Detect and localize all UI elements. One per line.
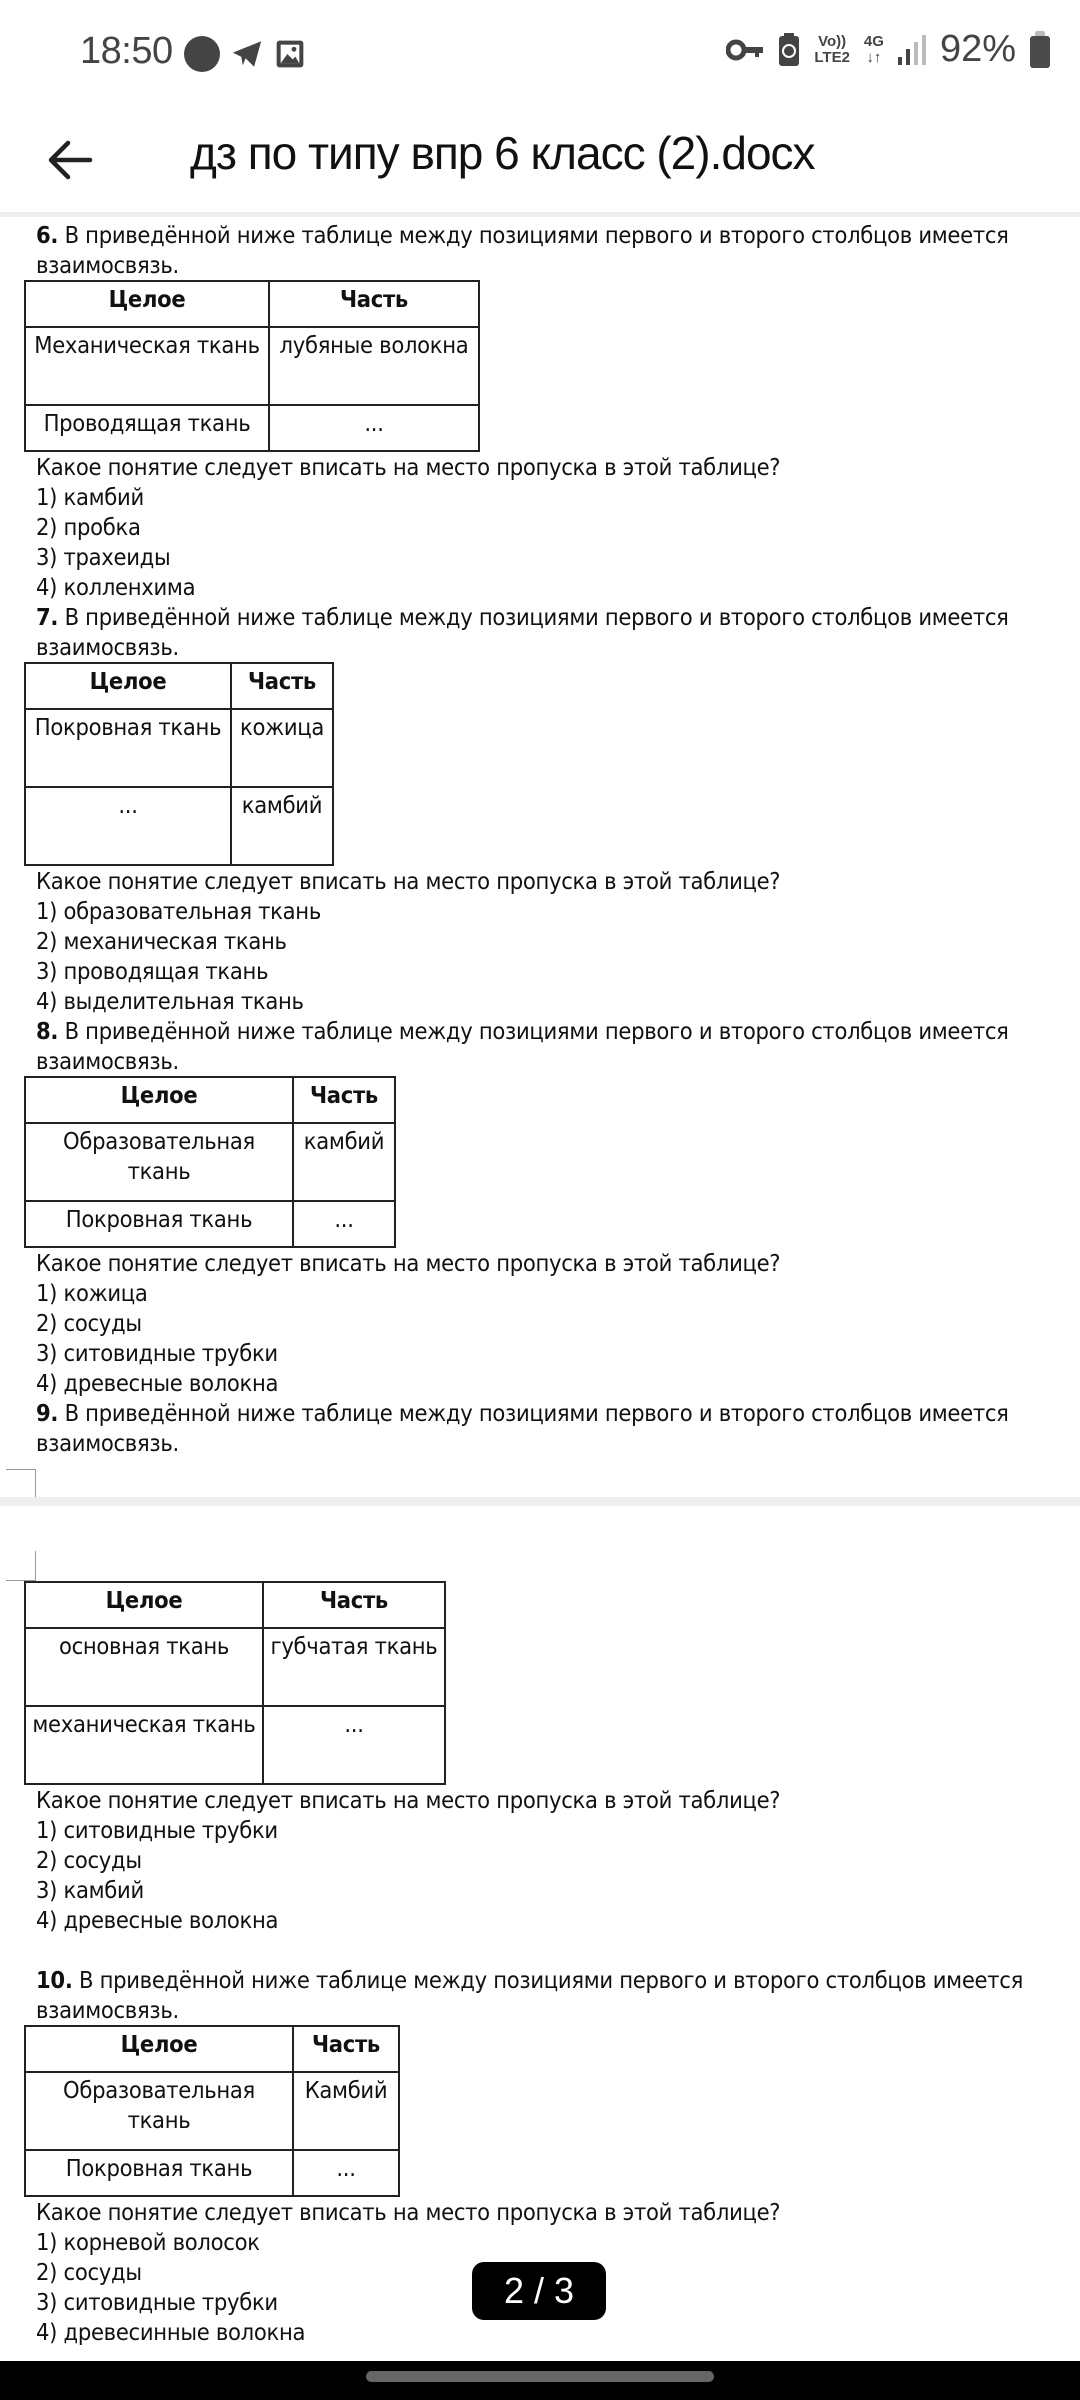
question-7: [0, 602, 1080, 1016]
question-prompt: Какое понятие следует вписать на место пропуска в этой таблице?: [36, 453, 781, 481]
answer-option: 2) сосуды: [36, 1846, 142, 1874]
system-icons: [726, 28, 1050, 71]
question-table: [24, 662, 334, 866]
question-text: В приведённой ниже таблице между позициями первого и второго столбцов имеется: [58, 1399, 1009, 1427]
table-cell: Камбий: [293, 2072, 399, 2150]
question-text-cont: взаимосвязь.: [36, 1047, 179, 1075]
question-text-cont: взаимосвязь.: [36, 1429, 179, 1457]
table-cell: ...: [25, 787, 231, 865]
table-header: Часть: [231, 663, 333, 709]
answer-option: 3) камбий: [36, 1876, 144, 1904]
page-margin-mark: [6, 1469, 36, 1499]
question-number: 6.: [36, 221, 59, 249]
table-cell: лубяные волокна: [269, 327, 479, 405]
table-header: Часть: [293, 1077, 395, 1123]
table-cell: камбий: [231, 787, 333, 865]
answer-option: 2) механическая ткань: [36, 927, 287, 955]
answer-option: 2) пробка: [36, 513, 141, 541]
question-text: В приведённой ниже таблице между позициями первого и второго столбцов имеется: [58, 603, 1009, 631]
question-9-heading: [0, 1398, 1080, 1458]
page-indicator: 2 / 3: [472, 2262, 606, 2320]
question-number: 10.: [36, 1966, 73, 1994]
question-text: В приведённой ниже таблице между позициями первого и второго столбцов имеется: [58, 1017, 1009, 1045]
table-header: Целое: [25, 1582, 263, 1628]
question-text-cont: взаимосвязь.: [36, 1996, 179, 2024]
answer-option: 1) образовательная ткань: [36, 897, 321, 925]
battery-saver-icon: [778, 33, 800, 67]
vpn-key-icon: [726, 39, 764, 61]
question-prompt: Какое понятие следует вписать на место пропуска в этой таблице?: [36, 2198, 781, 2226]
question-text-cont: взаимосвязь.: [36, 251, 179, 279]
document-title: дз по типу впр 6 класс (2).docx: [190, 127, 815, 179]
answer-option: 4) древесные волокна: [36, 1906, 279, 1934]
table-cell: Механическая ткань: [25, 327, 269, 405]
battery-percentage: 92%: [939, 28, 1016, 70]
table-cell: Образовательная ткань: [25, 2072, 293, 2150]
answer-option: 4) колленхима: [36, 573, 196, 601]
question-number: 7.: [36, 603, 59, 631]
question-table: [24, 2025, 400, 2197]
page-margin-mark: [6, 1551, 36, 1581]
document-page: [0, 1581, 1080, 2347]
answer-option: 4) древесные волокна: [36, 1369, 279, 1397]
answer-option: 4) выделительная ткань: [36, 987, 304, 1015]
question-prompt: Какое понятие следует вписать на место пропуска в этой таблице?: [36, 1786, 781, 1814]
answer-option: 1) ситовидные трубки: [36, 1816, 278, 1844]
question-text: В приведённой ниже таблице между позициями первого и второго столбцов имеется: [58, 221, 1009, 249]
telegram-icon: [230, 37, 264, 71]
volte-icon: Vo)) LTE2: [814, 32, 850, 66]
table-cell: губчатая ткань: [263, 1628, 445, 1706]
signal-icon: [898, 35, 926, 65]
table-header: Целое: [25, 281, 269, 327]
document-page: [0, 220, 1080, 1458]
page-break: [0, 1497, 1080, 1506]
question-table: [24, 280, 480, 452]
question-6: [0, 220, 1080, 602]
question-9: [0, 1581, 1080, 1935]
status-time: 18:50: [80, 30, 173, 72]
table-cell: Образовательная ткань: [25, 1123, 293, 1201]
navigation-bar: [0, 2361, 1080, 2400]
answer-option: 3) ситовидные трубки: [36, 2288, 278, 2316]
question-table: [24, 1076, 396, 1248]
table-header: Часть: [269, 281, 479, 327]
table-cell: Покровная ткань: [25, 2150, 293, 2196]
answer-option: 4) древесинные волокна: [36, 2318, 306, 2346]
question-number: 9.: [36, 1399, 59, 1427]
app-bar: [0, 110, 1080, 212]
question-8: [0, 1016, 1080, 1398]
table-cell: ...: [293, 1201, 395, 1247]
table-cell: камбий: [293, 1123, 395, 1201]
table-cell: Покровная ткань: [25, 1201, 293, 1247]
question-text-cont: взаимосвязь.: [36, 633, 179, 661]
answer-option: 2) сосуды: [36, 2258, 142, 2286]
answer-option: 1) камбий: [36, 483, 144, 511]
answer-option: 1) кожица: [36, 1279, 148, 1307]
notification-dot-icon: [184, 36, 220, 72]
notification-icons: [184, 36, 306, 72]
table-cell: ...: [269, 405, 479, 451]
table-cell: основная ткань: [25, 1628, 263, 1706]
question-prompt: Какое понятие следует вписать на место пропуска в этой таблице?: [36, 1249, 781, 1277]
table-header: Целое: [25, 2026, 293, 2072]
table-header: Целое: [25, 1077, 293, 1123]
gallery-icon: [274, 38, 306, 70]
table-cell: Проводящая ткань: [25, 405, 269, 451]
battery-icon: [1030, 36, 1050, 68]
question-table: [24, 1581, 446, 1785]
answer-option: 1) корневой волосок: [36, 2228, 260, 2256]
home-gesture-handle[interactable]: [366, 2371, 714, 2382]
answer-option: 3) ситовидные трубки: [36, 1339, 278, 1367]
arrow-left-icon[interactable]: [40, 130, 100, 190]
table-cell: ...: [263, 1706, 445, 1784]
question-prompt: Какое понятие следует вписать на место пропуска в этой таблице?: [36, 867, 781, 895]
table-header: Целое: [25, 663, 231, 709]
answer-option: 3) трахеиды: [36, 543, 171, 571]
table-cell: механическая ткань: [25, 1706, 263, 1784]
question-number: 8.: [36, 1017, 59, 1045]
answer-option: 3) проводящая ткань: [36, 957, 269, 985]
answer-option: 2) сосуды: [36, 1309, 142, 1337]
table-cell: кожица: [231, 709, 333, 787]
status-bar: [0, 0, 1080, 110]
table-header: Часть: [293, 2026, 399, 2072]
4g-data-icon: 4G ↓↑: [863, 32, 884, 66]
page-separator: [0, 212, 1080, 217]
question-text: В приведённой ниже таблице между позициями первого и второго столбцов имеется: [72, 1966, 1023, 1994]
table-header: Часть: [263, 1582, 445, 1628]
table-cell: Покровная ткань: [25, 709, 231, 787]
table-cell: ...: [293, 2150, 399, 2196]
